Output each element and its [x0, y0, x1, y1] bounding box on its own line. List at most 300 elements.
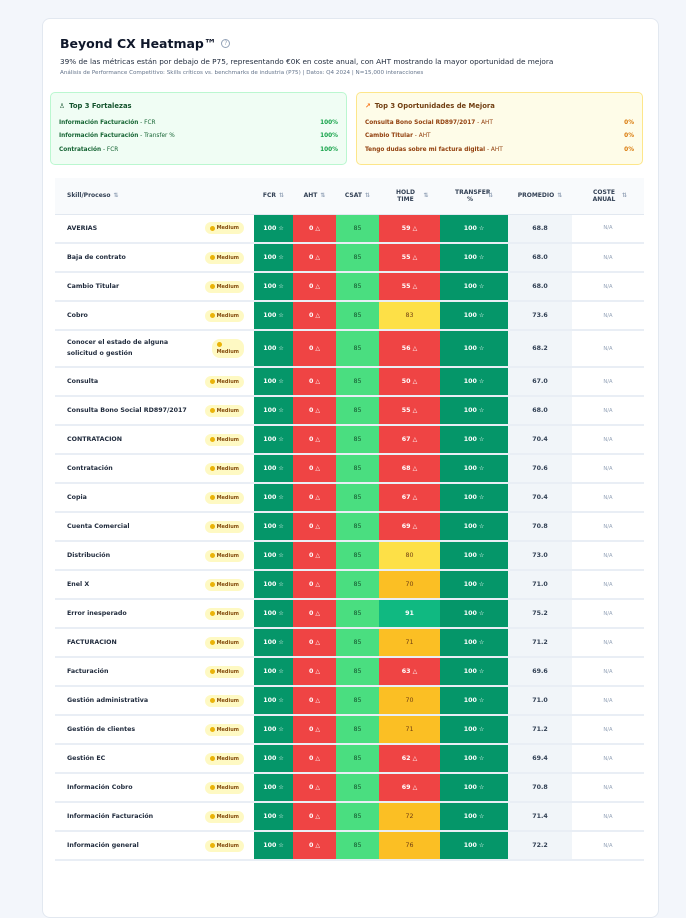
star-icon: ☆: [478, 813, 485, 820]
star-icon: ☆: [278, 581, 284, 588]
transfer-cell[interactable]: 100 ☆: [440, 831, 508, 860]
fcr-cell[interactable]: 100 ☆: [254, 512, 293, 541]
star-icon: ☆: [478, 312, 485, 319]
skill-cell: Distribución Medium: [55, 541, 254, 570]
aht-cell[interactable]: 0 △: [293, 599, 336, 628]
aht-cell[interactable]: 0 △: [293, 773, 336, 802]
table-row[interactable]: [55, 802, 644, 831]
csat-cell[interactable]: 85: [336, 330, 379, 367]
skill-cell: Contratación Medium: [55, 454, 254, 483]
priority-badge: Medium: [205, 666, 244, 678]
star-icon: ☆: [478, 224, 485, 232]
fcr-cell[interactable]: 100 ☆: [254, 744, 293, 773]
hold-time-cell[interactable]: 83: [379, 301, 440, 330]
priority-badge: Medium: [205, 521, 244, 533]
skill-cell: FACTURACION Medium: [55, 628, 254, 657]
average-cell: 72.2: [508, 831, 572, 860]
priority-badge: Medium: [205, 811, 244, 823]
aht-cell[interactable]: 0 △: [293, 243, 336, 272]
priority-badge: Medium: [205, 252, 244, 264]
average-cell: 67.0: [508, 367, 572, 396]
aht-cell[interactable]: 0 △: [293, 214, 336, 243]
csat-cell[interactable]: 85: [336, 802, 379, 831]
skill-cell: Baja de contrato Medium: [55, 243, 254, 272]
fcr-cell[interactable]: 100 ☆: [254, 243, 293, 272]
hold-time-cell[interactable]: 63 △: [379, 657, 440, 686]
column-header[interactable]: Skill/Proceso ⇅: [55, 178, 254, 214]
average-cell: 70.4: [508, 425, 572, 454]
hold-time-cell[interactable]: 59 △: [379, 214, 440, 243]
coin-icon: [210, 698, 215, 703]
aht-cell[interactable]: 0 △: [293, 330, 336, 367]
aht-cell[interactable]: 0 △: [293, 744, 336, 773]
warning-icon: △: [315, 726, 320, 733]
average-cell: 71.0: [508, 570, 572, 599]
skill-cell: Cuenta Comercial Medium: [55, 512, 254, 541]
warning-icon: △: [315, 378, 320, 385]
aht-cell[interactable]: 0 △: [293, 541, 336, 570]
annual-cost-cell: N/A: [572, 243, 644, 272]
priority-badge: Medium: [205, 222, 244, 234]
fcr-cell[interactable]: 100 ☆: [254, 454, 293, 483]
warning-icon: △: [412, 494, 418, 501]
strengths-item: Información Facturación - Transfer % 100%: [59, 133, 338, 140]
annual-cost-cell: N/A: [572, 599, 644, 628]
table-row[interactable]: [55, 686, 644, 715]
column-header[interactable]: HOLD TIME ⇅: [379, 178, 440, 214]
table-row[interactable]: [55, 454, 644, 483]
award-icon: ♙: [59, 102, 66, 110]
csat-cell[interactable]: 85: [336, 214, 379, 243]
fcr-cell[interactable]: 100 ☆: [254, 330, 293, 367]
hold-time-cell[interactable]: 55 △: [379, 396, 440, 425]
annual-cost-cell: N/A: [572, 301, 644, 330]
warning-icon: △: [315, 224, 320, 232]
annual-cost-cell: N/A: [572, 367, 644, 396]
star-icon: ☆: [478, 784, 485, 791]
hold-time-cell[interactable]: 91: [379, 599, 440, 628]
star-icon: ☆: [478, 726, 485, 733]
fcr-cell[interactable]: 100 ☆: [254, 657, 293, 686]
fcr-cell[interactable]: 100 ☆: [254, 570, 293, 599]
average-cell: 69.4: [508, 744, 572, 773]
coin-icon: [210, 814, 215, 819]
table-row[interactable]: [55, 396, 644, 425]
strengths-panel: ♙ Top 3 Fortalezas Información Facturación - FCR 100% Información Facturación - Transfer % 100% Contratación - FCR 100%: [50, 92, 347, 165]
average-cell: 71.2: [508, 715, 572, 744]
sort-icon[interactable]: ⇅: [487, 192, 494, 200]
csat-cell[interactable]: 85: [336, 628, 379, 657]
aht-cell[interactable]: 0 △: [293, 425, 336, 454]
skill-cell: Enel X Medium: [55, 570, 254, 599]
fcr-cell[interactable]: 100 ☆: [254, 214, 293, 243]
table-row[interactable]: [55, 272, 644, 301]
star-icon: ☆: [478, 755, 485, 762]
transfer-cell[interactable]: 100 ☆: [440, 483, 508, 512]
aht-cell[interactable]: 0 △: [293, 454, 336, 483]
help-icon[interactable]: ?: [221, 39, 230, 48]
csat-cell[interactable]: 85: [336, 744, 379, 773]
warning-icon: △: [315, 407, 320, 414]
star-icon: ☆: [278, 345, 284, 352]
aht-cell[interactable]: 0 △: [293, 367, 336, 396]
column-header[interactable]: TRANSFER % ⇅: [440, 178, 508, 214]
hold-time-cell[interactable]: 50 △: [379, 367, 440, 396]
transfer-cell[interactable]: 100 ☆: [440, 599, 508, 628]
table-row[interactable]: [55, 744, 644, 773]
table-row[interactable]: [55, 570, 644, 599]
table-row[interactable]: [55, 715, 644, 744]
star-icon: ☆: [278, 755, 284, 762]
warning-icon: △: [315, 494, 320, 501]
coin-icon: [210, 727, 215, 732]
transfer-cell[interactable]: 100 ☆: [440, 541, 508, 570]
table-row[interactable]: [55, 483, 644, 512]
star-icon: ☆: [478, 254, 485, 261]
hold-time-cell[interactable]: 70: [379, 570, 440, 599]
csat-cell[interactable]: 85: [336, 773, 379, 802]
priority-badge: Medium: [205, 782, 244, 794]
skill-cell: Gestión EC Medium: [55, 744, 254, 773]
transfer-cell[interactable]: 100 ☆: [440, 330, 508, 367]
transfer-cell[interactable]: 100 ☆: [440, 214, 508, 243]
csat-cell[interactable]: 85: [336, 541, 379, 570]
fcr-cell[interactable]: 100 ☆: [254, 367, 293, 396]
csat-cell[interactable]: 85: [336, 243, 379, 272]
annual-cost-cell: N/A: [572, 802, 644, 831]
annual-cost-cell: N/A: [572, 831, 644, 860]
fcr-cell[interactable]: 100 ☆: [254, 483, 293, 512]
opportunities-item: Tengo dudas sobre mi factura digital - AHT 0%: [365, 146, 634, 153]
table-row[interactable]: [55, 541, 644, 570]
hold-time-cell[interactable]: 69 △: [379, 512, 440, 541]
aht-cell[interactable]: 0 △: [293, 512, 336, 541]
fcr-cell[interactable]: 100 ☆: [254, 541, 293, 570]
csat-cell[interactable]: 85: [336, 686, 379, 715]
priority-badge: Medium: [205, 840, 244, 852]
priority-badge: Medium: [205, 608, 244, 620]
star-icon: ☆: [278, 254, 284, 261]
coin-icon: [210, 255, 215, 260]
transfer-cell[interactable]: 100 ☆: [440, 628, 508, 657]
warning-icon: △: [315, 639, 320, 646]
aht-cell[interactable]: 0 △: [293, 396, 336, 425]
skill-cell: Gestión de clientes Medium: [55, 715, 254, 744]
skill-cell: Información general Medium: [55, 831, 254, 860]
table-row[interactable]: [55, 214, 644, 243]
column-header[interactable]: AHT ⇅: [293, 178, 336, 214]
annual-cost-cell: N/A: [572, 425, 644, 454]
warning-icon: △: [315, 312, 320, 319]
fcr-cell[interactable]: 100 ☆: [254, 686, 293, 715]
csat-cell[interactable]: 85: [336, 272, 379, 301]
star-icon: ☆: [478, 378, 485, 385]
transfer-cell[interactable]: 100 ☆: [440, 272, 508, 301]
csat-cell[interactable]: 85: [336, 301, 379, 330]
warning-icon: △: [412, 465, 418, 472]
hold-time-cell[interactable]: 72: [379, 802, 440, 831]
priority-badge: Medium: [205, 310, 244, 322]
hold-time-cell[interactable]: 71: [379, 628, 440, 657]
annual-cost-cell: N/A: [572, 512, 644, 541]
coin-icon: [210, 408, 215, 413]
transfer-cell[interactable]: 100 ☆: [440, 570, 508, 599]
star-icon: ☆: [478, 552, 485, 559]
star-icon: ☆: [478, 639, 485, 646]
heatmap-card: [42, 18, 659, 918]
fcr-cell[interactable]: 100 ☆: [254, 396, 293, 425]
coin-icon: [210, 843, 215, 848]
csat-cell[interactable]: 85: [336, 512, 379, 541]
star-icon: ☆: [478, 523, 485, 530]
warning-icon: △: [412, 784, 418, 791]
transfer-cell[interactable]: 100 ☆: [440, 802, 508, 831]
csat-cell[interactable]: 85: [336, 657, 379, 686]
table-row[interactable]: [55, 367, 644, 396]
csat-cell[interactable]: 85: [336, 454, 379, 483]
star-icon: ☆: [278, 726, 284, 733]
csat-cell[interactable]: 85: [336, 483, 379, 512]
fcr-cell[interactable]: 100 ☆: [254, 425, 293, 454]
column-header[interactable]: CSAT ⇅: [336, 178, 379, 214]
fcr-cell[interactable]: 100 ☆: [254, 802, 293, 831]
star-icon: ☆: [278, 610, 284, 617]
sort-icon[interactable]: ⇅: [557, 192, 563, 200]
coin-icon: [210, 785, 215, 790]
aht-cell[interactable]: 0 △: [293, 657, 336, 686]
star-icon: ☆: [278, 639, 284, 646]
table-row[interactable]: [55, 599, 644, 628]
average-cell: 68.0: [508, 396, 572, 425]
average-cell: 71.2: [508, 628, 572, 657]
hold-time-cell[interactable]: 56 △: [379, 330, 440, 367]
fcr-cell[interactable]: 100 ☆: [254, 831, 293, 860]
table-row[interactable]: [55, 773, 644, 802]
average-cell: 69.6: [508, 657, 572, 686]
heatmap-table: [55, 178, 644, 861]
column-header[interactable]: COSTE ANUAL ⇅: [572, 178, 644, 214]
table-row[interactable]: [55, 657, 644, 686]
priority-badge: Medium: [205, 724, 244, 736]
fcr-cell[interactable]: 100 ☆: [254, 301, 293, 330]
hold-time-cell[interactable]: 55 △: [379, 243, 440, 272]
annual-cost-cell: N/A: [572, 272, 644, 301]
hold-time-cell[interactable]: 71: [379, 715, 440, 744]
priority-badge: Medium: [205, 492, 244, 504]
sort-icon[interactable]: ⇅: [365, 192, 371, 200]
sort-icon[interactable]: ⇅: [621, 192, 628, 200]
annual-cost-cell: N/A: [572, 628, 644, 657]
csat-cell[interactable]: 85: [336, 425, 379, 454]
transfer-cell[interactable]: 100 ☆: [440, 686, 508, 715]
hold-time-cell[interactable]: 80: [379, 541, 440, 570]
table-row[interactable]: [55, 301, 644, 330]
fcr-cell[interactable]: 100 ☆: [254, 628, 293, 657]
transfer-cell[interactable]: 100 ☆: [440, 657, 508, 686]
star-icon: ☆: [478, 610, 485, 617]
hold-time-cell[interactable]: 69 △: [379, 773, 440, 802]
table-row[interactable]: [55, 512, 644, 541]
hold-time-cell[interactable]: 55 △: [379, 272, 440, 301]
average-cell: 73.6: [508, 301, 572, 330]
fcr-cell[interactable]: 100 ☆: [254, 715, 293, 744]
star-icon: ☆: [278, 697, 284, 704]
aht-cell[interactable]: 0 △: [293, 686, 336, 715]
fcr-cell[interactable]: 100 ☆: [254, 599, 293, 628]
table-row[interactable]: [55, 243, 644, 272]
star-icon: ☆: [278, 668, 284, 675]
warning-icon: △: [315, 668, 320, 675]
aht-cell[interactable]: 0 △: [293, 570, 336, 599]
average-cell: 73.0: [508, 541, 572, 570]
aht-cell[interactable]: 0 △: [293, 715, 336, 744]
hold-time-cell[interactable]: 68 △: [379, 454, 440, 483]
annual-cost-cell: N/A: [572, 715, 644, 744]
strengths-item: Información Facturación - FCR 100%: [59, 119, 338, 126]
transfer-cell[interactable]: 100 ☆: [440, 454, 508, 483]
aht-cell[interactable]: 0 △: [293, 272, 336, 301]
star-icon: ☆: [278, 465, 284, 472]
sort-icon[interactable]: ⇅: [279, 192, 285, 200]
priority-badge: Medium: [205, 405, 244, 417]
skill-cell: Información Cobro Medium: [55, 773, 254, 802]
average-cell: 70.8: [508, 773, 572, 802]
warning-icon: △: [315, 465, 320, 472]
transfer-cell[interactable]: 100 ☆: [440, 744, 508, 773]
average-cell: 70.8: [508, 512, 572, 541]
coin-icon: [210, 226, 215, 231]
csat-cell[interactable]: 85: [336, 396, 379, 425]
strengths-item: Contratación - FCR 100%: [59, 146, 338, 153]
transfer-cell[interactable]: 100 ☆: [440, 396, 508, 425]
warning-icon: △: [412, 668, 418, 675]
hold-time-cell[interactable]: 62 △: [379, 744, 440, 773]
fcr-cell[interactable]: 100 ☆: [254, 773, 293, 802]
table-row[interactable]: [55, 831, 644, 860]
star-icon: ☆: [478, 436, 485, 443]
csat-cell[interactable]: 85: [336, 599, 379, 628]
annual-cost-cell: N/A: [572, 570, 644, 599]
star-icon: ☆: [478, 842, 485, 849]
hold-time-cell[interactable]: 70: [379, 686, 440, 715]
transfer-cell[interactable]: 100 ☆: [440, 512, 508, 541]
star-icon: ☆: [478, 465, 485, 472]
annual-cost-cell: N/A: [572, 454, 644, 483]
column-header[interactable]: PROMEDIO ⇅: [508, 178, 572, 214]
hold-time-cell[interactable]: 76: [379, 831, 440, 860]
hold-time-cell[interactable]: 67 △: [379, 483, 440, 512]
star-icon: ☆: [278, 436, 284, 443]
warning-icon: △: [412, 283, 418, 290]
sort-icon[interactable]: ⇅: [423, 192, 429, 200]
aht-cell[interactable]: 0 △: [293, 483, 336, 512]
warning-icon: △: [412, 345, 418, 352]
sort-icon[interactable]: ⇅: [320, 192, 326, 200]
table-row[interactable]: [55, 425, 644, 454]
coin-icon: [217, 342, 222, 347]
csat-cell[interactable]: 85: [336, 831, 379, 860]
aht-cell[interactable]: 0 △: [293, 831, 336, 860]
skill-cell: Información Facturación Medium: [55, 802, 254, 831]
transfer-cell[interactable]: 100 ☆: [440, 301, 508, 330]
warning-icon: △: [412, 523, 418, 530]
star-icon: ☆: [278, 494, 284, 501]
priority-badge: Medium: [205, 550, 244, 562]
warning-icon: △: [412, 436, 418, 443]
average-cell: 68.8: [508, 214, 572, 243]
star-icon: ☆: [478, 283, 485, 290]
star-icon: ☆: [478, 668, 485, 675]
table-row[interactable]: [55, 628, 644, 657]
skill-cell: Copia Medium: [55, 483, 254, 512]
meta-text: Análisis de Performance Competitivo: Skills críticos vs. benchmarks de industria (P75) | Datos: Q4 2024 | N=15,000 interacciones: [60, 70, 424, 76]
aht-cell[interactable]: 0 △: [293, 802, 336, 831]
coin-icon: [210, 756, 215, 761]
skill-cell: Consulta Medium: [55, 367, 254, 396]
average-cell: 70.4: [508, 483, 572, 512]
coin-icon: [210, 553, 215, 558]
annual-cost-cell: N/A: [572, 330, 644, 367]
star-icon: ☆: [278, 407, 284, 414]
warning-icon: △: [315, 523, 320, 530]
warning-icon: △: [412, 224, 418, 232]
aht-cell[interactable]: 0 △: [293, 301, 336, 330]
warning-icon: △: [412, 254, 418, 261]
transfer-cell[interactable]: 100 ☆: [440, 715, 508, 744]
average-cell: 71.0: [508, 686, 572, 715]
priority-badge: Medium: [212, 339, 244, 358]
annual-cost-cell: N/A: [572, 214, 644, 243]
average-cell: 68.0: [508, 272, 572, 301]
skill-cell: Conocer el estado de alguna solicitud o gestión Medium: [55, 330, 254, 367]
skill-cell: Error inesperado Medium: [55, 599, 254, 628]
warning-icon: △: [315, 436, 320, 443]
aht-cell[interactable]: 0 △: [293, 628, 336, 657]
warning-icon: △: [315, 697, 320, 704]
annual-cost-cell: N/A: [572, 686, 644, 715]
skill-cell: Facturación Medium: [55, 657, 254, 686]
transfer-cell[interactable]: 100 ☆: [440, 773, 508, 802]
priority-badge: Medium: [205, 463, 244, 475]
warning-icon: △: [315, 345, 320, 352]
priority-badge: Medium: [205, 695, 244, 707]
fcr-cell[interactable]: 100 ☆: [254, 272, 293, 301]
transfer-cell[interactable]: 100 ☆: [440, 425, 508, 454]
transfer-cell[interactable]: 100 ☆: [440, 243, 508, 272]
column-header[interactable]: FCR ⇅: [254, 178, 293, 214]
csat-cell[interactable]: 85: [336, 715, 379, 744]
priority-badge: Medium: [205, 579, 244, 591]
star-icon: ☆: [278, 224, 284, 232]
star-icon: ☆: [278, 784, 284, 791]
priority-badge: Medium: [205, 753, 244, 765]
coin-icon: [210, 466, 215, 471]
page-title: Beyond CX Heatmap™ ?: [60, 36, 230, 51]
warning-icon: △: [315, 755, 320, 762]
hold-time-cell[interactable]: 67 △: [379, 425, 440, 454]
table-row[interactable]: [55, 330, 644, 367]
annual-cost-cell: N/A: [572, 541, 644, 570]
sort-icon[interactable]: ⇅: [113, 192, 119, 200]
transfer-cell[interactable]: 100 ☆: [440, 367, 508, 396]
star-icon: ☆: [278, 312, 284, 319]
average-cell: 68.2: [508, 330, 572, 367]
csat-cell[interactable]: 85: [336, 367, 379, 396]
coin-icon: [210, 611, 215, 616]
csat-cell[interactable]: 85: [336, 570, 379, 599]
warning-icon: △: [412, 378, 418, 385]
star-icon: ☆: [278, 378, 284, 385]
